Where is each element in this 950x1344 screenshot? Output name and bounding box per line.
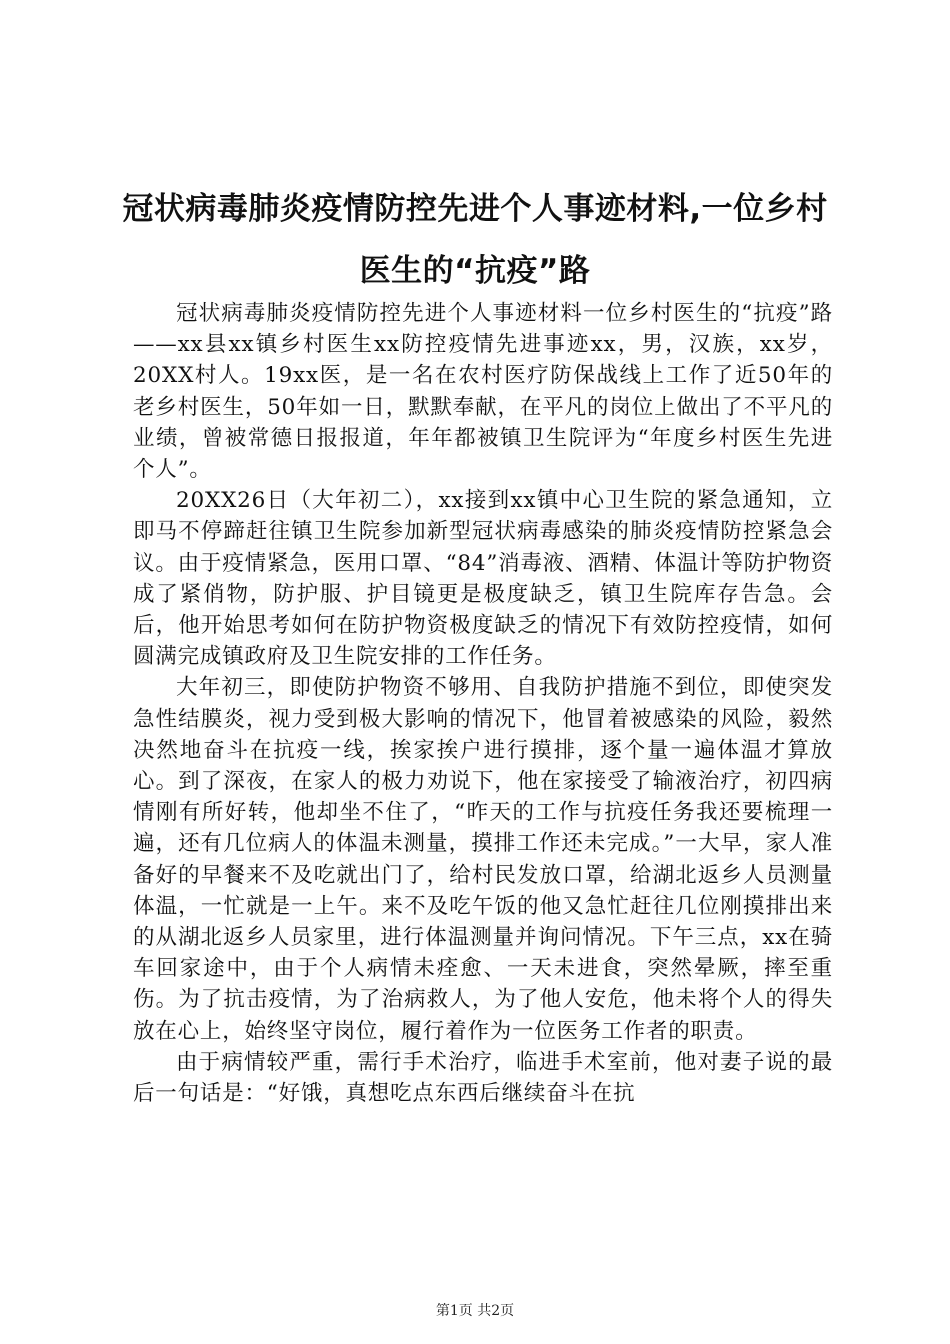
document-title: 冠状病毒肺炎疫情防控先进个人事迹材料,一位乡村医生的“抗疫”路 (122, 191, 828, 289)
page-footer: 第1页 共2页 (435, 1303, 515, 1319)
document-body (133, 298, 833, 1109)
paragraph-3: 大年初三，即使防护物资不够用、自我防护措施不到位，即使突发急性结膜炎，视力受到极大影响的情况下，他冒着被感染的风险，毅然决然地奋斗在抗疫一线，挨家挨户进行摸排，逐个量一遍体温才算放心。到了深夜，在家人的极力劝说下，他在家接受了输液治疗，初四病情刚有所好转，他却坐不住了，“昨天的工作与抗疫任务我还要梳理一遍，还有几位病人的体温未测量，摸排工作还未完成。”一大早，家人准备好的早餐来不及吃就出门了，给村民发放口罩，给湖北返乡人员测量体温，一忙就是一上午。来不及吃午饭的他又急忙赶往几位刚摸排出来的从湖北返乡人员家里，进行体温测量并询问情况。下午三点，xx在骑车回家途中，由于个人病情未痊愈、一天未进食，突然晕厥，摔至重伤。为了抗击疫情，为了治病救人，为了他人安危，他未将个人的得失放在心上，始终坚守岗位，履行着作为一位医务工作者的职责。 (133, 675, 833, 1044)
paragraph-2: 20XX26日（大年初二），xx接到xx镇中心卫生院的紧急通知，立即马不停蹄赶往镇卫生院参加新型冠状病毒感染的肺炎疫情防控紧急会议。由于疫情紧急，医用口罩、“84”消毒液、酒精、体温计等防护物资成了紧俏物，防护服、护目镜更是极度缺乏，镇卫生院库存告急。会后，他开始思考如何在防护物资极度缺乏的情况下有效防控疫情，如何圆满完成镇政府及卫生院安排的工作任务。 (133, 488, 833, 670)
paragraph-4: 由于病情较严重，需行手术治疗，临进手术室前，他对妻子说的最后一句话是：“好饿，真想吃点东西后继续奋斗在抗 (133, 1049, 833, 1107)
paragraph-1: 冠状病毒肺炎疫情防控先进个人事迹材料一位乡村医生的“抗疫”路——xx县xx镇乡村医生xx防控疫情先进事迹xx，男，汉族，xx岁，20XX村人。19xx医，是一名在农村医疗防保战线上工作了近50年的老乡村医生，50年如一日，默默奉献，在平凡的岗位上做出了不平凡的业绩，曾被常德日报报道，年年都被镇卫生院评为“年度乡村医生先进个人”。 (133, 301, 833, 483)
